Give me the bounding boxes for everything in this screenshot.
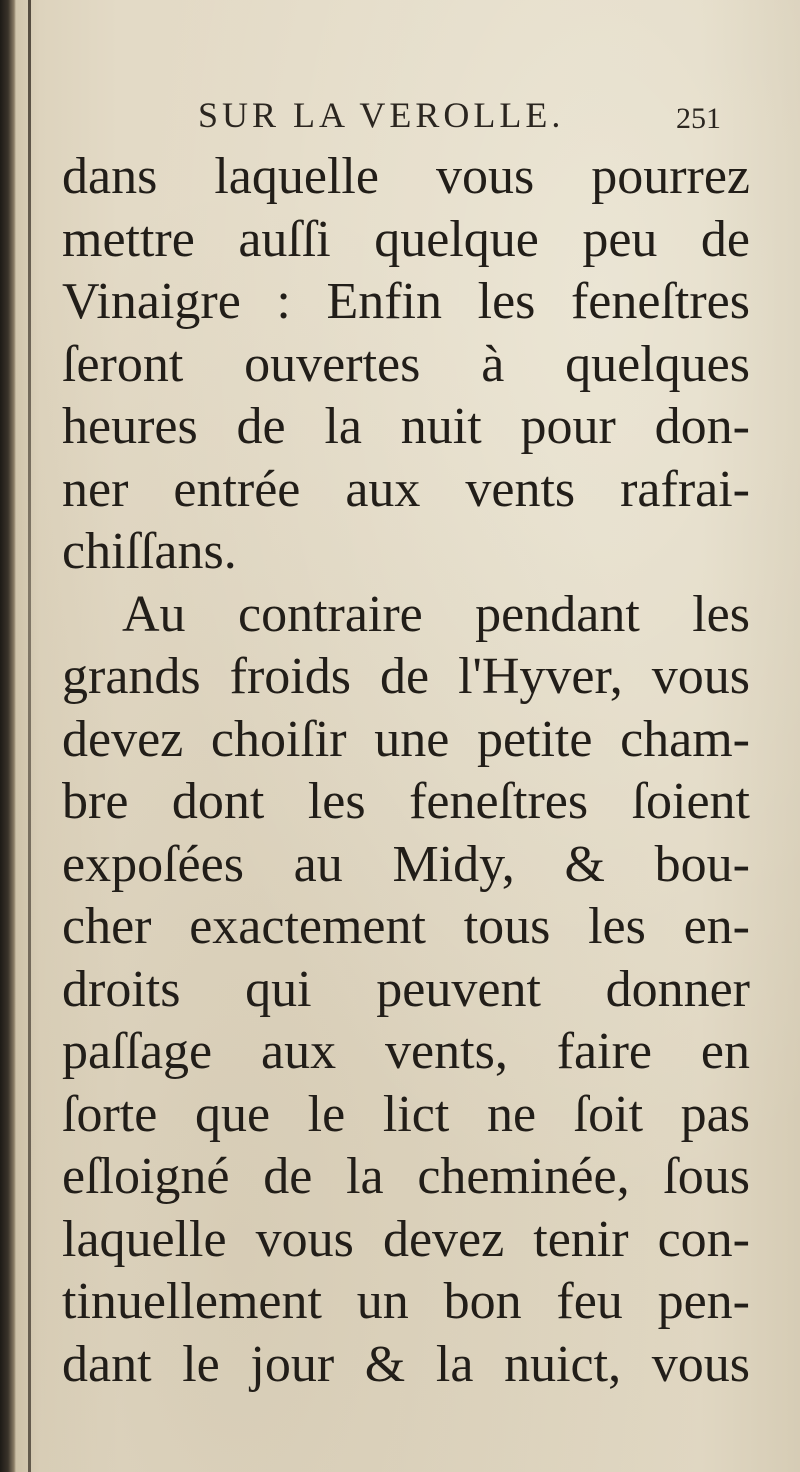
text-line: heures de la nuit pour don- [62, 398, 750, 455]
text-line: expoſées au Midy, & bou- [62, 835, 750, 893]
text-line: paſſage aux vents, faire en [62, 1023, 750, 1080]
running-title: SUR LA VEROLLE. [198, 95, 565, 135]
text-line: eſloigné de la cheminée, ſous [62, 1148, 750, 1205]
text-line: devez choiſir une petite cham- [62, 710, 750, 768]
text-line: droits qui peuvent donner [62, 960, 750, 1018]
text-line: bre dont les feneſtres ſoient [62, 773, 750, 830]
text-line: dans laquelle vous pourrez [62, 148, 750, 205]
text-line: tinuellement un bon feu pen- [62, 1273, 750, 1330]
page-number: 251 [676, 102, 721, 135]
page-header [198, 94, 758, 144]
text-line: ner entrée aux vents rafrai- [62, 460, 750, 518]
text-line: ſorte que le lict ne ſoit pas [62, 1085, 750, 1143]
body-text [62, 146, 750, 1396]
book-binding-edge [0, 0, 16, 1472]
text-line: mettre auſſi quelque peu de [62, 210, 750, 268]
text-line: grands froids de l'Hyver, vous [62, 648, 750, 705]
text-line: dant le jour & la nuict, vous [62, 1335, 750, 1393]
text-line: Vinaigre : Enfin les feneſtres [62, 273, 750, 330]
text-line: chiſſans. [62, 523, 237, 580]
text-line: ſeront ouvertes à quelques [62, 335, 750, 393]
text-line-paragraph-start: Au contraire pendant les [122, 585, 750, 643]
binding-shadow-line [28, 0, 31, 1472]
text-line: cher exactement tous les en- [62, 898, 750, 955]
text-line: laquelle vous devez tenir con- [62, 1210, 750, 1268]
